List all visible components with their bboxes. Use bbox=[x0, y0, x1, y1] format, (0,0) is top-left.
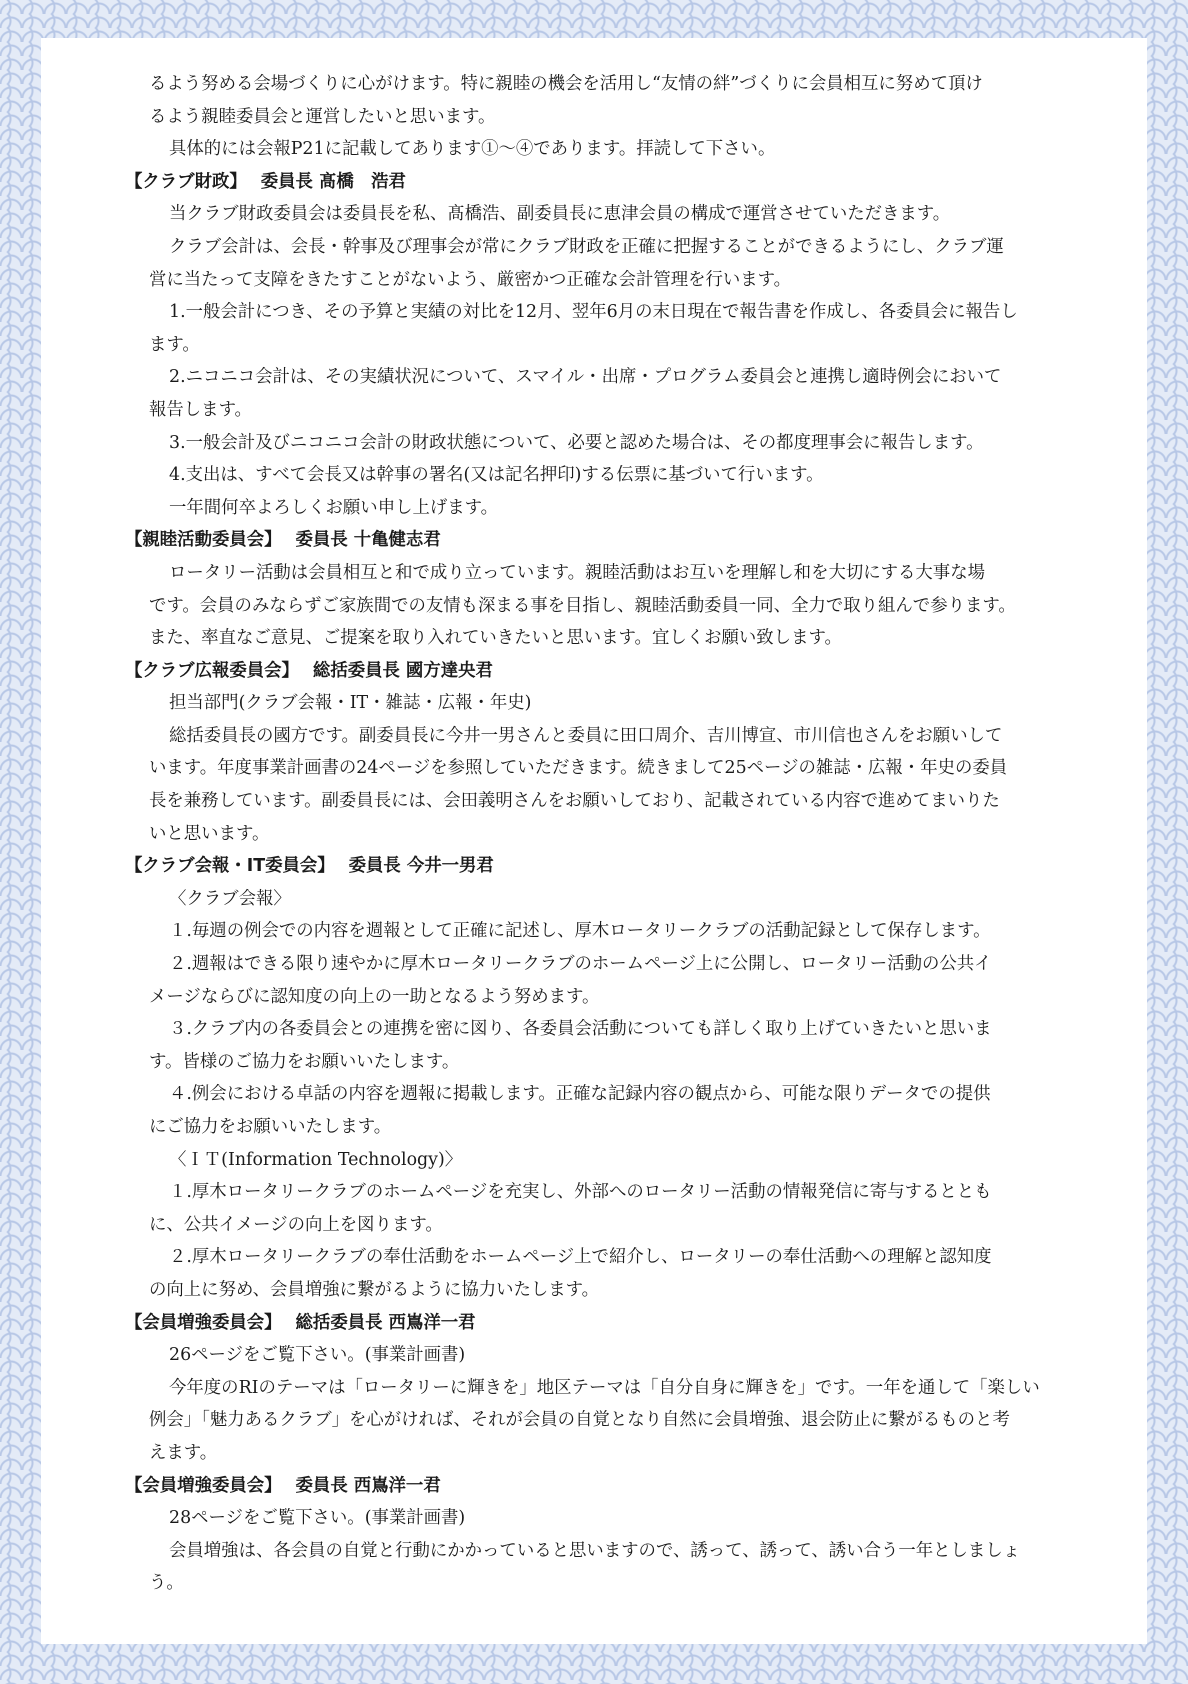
body-line: いと思います。 bbox=[149, 823, 270, 844]
body-line: う。 bbox=[149, 1573, 184, 1594]
document-page bbox=[41, 38, 1147, 1644]
body-line: 今年度のRIのテーマは「ロータリーに輝きを」地区テーマは「自分自身に輝きを」です。一年を通して「楽しい bbox=[169, 1377, 1040, 1398]
body-line: 〈ＩＴ(Information Technology)〉 bbox=[169, 1149, 463, 1170]
body-line: クラブ会計は、会長・幹事及び理事会が常にクラブ財政を正確に把握することができるようにし、クラブ運 bbox=[169, 236, 1004, 257]
body-line: す。皆様のご協力をお願いいたします。 bbox=[149, 1051, 460, 1072]
section-heading-club-finance bbox=[125, 166, 1077, 199]
body-line: また、率直なご意見、ご提案を取り入れていきたいと思います。宜しくお願い致します。 bbox=[149, 628, 842, 649]
body-line: にご協力をお願いいたします。 bbox=[149, 1117, 392, 1137]
committee-name: 【会員増強委員会】 bbox=[125, 1475, 282, 1496]
body-line: 28ページをご覧下さい。(事業計画書) bbox=[169, 1508, 466, 1529]
body-line: の向上に努め、会員増強に繋がるように協力いたします。 bbox=[149, 1279, 600, 1300]
body-line: 2.ニコニコ会計は、その実績状況について、スマイル・出席・プログラム委員会と連携し適時例会において bbox=[169, 367, 1002, 388]
body-line: るよう努める会場づくりに心がけます。特に親睦の機会を活用し“友情の絆”づくりに会員相互に努めて頂け bbox=[149, 74, 983, 94]
body-line: 報告します。 bbox=[149, 399, 252, 420]
body-line: ２.厚木ロータリークラブの奉仕活動をホームページ上で紹介し、ロータリーの奉仕活動への理解と認知度 bbox=[169, 1247, 992, 1268]
body-line: 一年間何卒よろしくお願い申し上げます。 bbox=[169, 497, 499, 518]
chair-name: 委員長 西嶌洋一君 bbox=[295, 1475, 441, 1496]
body-line: 具体的には会報P21に記載してあります①〜④であります。拝読して下さい。 bbox=[169, 139, 776, 160]
body-line: ３.クラブ内の各委員会との連携を密に図り、各委員会活動についても詳しく取り上げていきたいと思いま bbox=[169, 1019, 992, 1040]
body-line: 例会」「魅力あるクラブ」を心がければ、それが会員の自覚となり自然に会員増強、退会防止に繋がるものと考 bbox=[149, 1410, 1010, 1431]
body-line: １.毎週の例会での内容を週報として正確に記述し、厚木ロータリークラブの活動記録として保存します。 bbox=[169, 921, 991, 942]
body-line: 4.支出は、すべて会長又は幹事の署名(又は記名押印)する伝票に基づいて行います。 bbox=[169, 465, 824, 486]
body-line: 営に当たって支障をきたすことがないよう、厳密かつ正確な会計管理を行います。 bbox=[149, 269, 792, 290]
body-line: えます。 bbox=[149, 1442, 218, 1463]
body-line: ます。 bbox=[149, 334, 200, 355]
chair-name: 委員長 今井一男君 bbox=[348, 856, 494, 877]
committee-name: 【クラブ会報・IT委員会】 bbox=[125, 856, 335, 877]
body-line: 1.一般会計につき、その予算と実績の対比を12月、翌年6月の末日現在で報告書を作成し、各委員会に報告し bbox=[169, 302, 1018, 323]
section-heading-membership-general bbox=[125, 1307, 1077, 1340]
body-line: います。年度事業計画書の24ページを参照していただきます。続きまして25ページの雑誌・広報・年史の委員 bbox=[149, 758, 1008, 779]
body-line: 総括委員長の國方です。副委員長に今井一男さんと委員に田口周介、吉川博宣、市川信也さんをお願いして bbox=[169, 725, 1003, 746]
section-heading-public-relations bbox=[125, 655, 1077, 688]
body-line: 26ページをご覧下さい。(事業計画書) bbox=[169, 1345, 466, 1366]
body-line: 〈クラブ会報〉 bbox=[169, 888, 291, 909]
body-line: 担当部門(クラブ会報・IT・雑誌・広報・年史) bbox=[169, 693, 532, 714]
body-line: ロータリー活動は会員相互と和で成り立っています。親睦活動はお互いを理解し和を大切にする大事な場 bbox=[169, 562, 985, 583]
body-line: です。会員のみならずご家族間での友情も深まる事を目指し、親睦活動委員一同、全力で取り組んで参ります。 bbox=[149, 595, 1016, 616]
chair-name: 総括委員長 國方達央君 bbox=[312, 660, 493, 681]
section-heading-bulletin-it bbox=[125, 850, 1077, 883]
section-heading-fellowship bbox=[125, 524, 1077, 557]
chair-name: 総括委員長 西嶌洋一君 bbox=[295, 1312, 476, 1333]
body-line: １.厚木ロータリークラブのホームページを充実し、外部へのロータリー活動の情報発信に寄与するととも bbox=[169, 1182, 992, 1203]
body-line: 3.一般会計及びニコニコ会計の財政状態について、必要と認めた場合は、その都度理事会に報告します。 bbox=[169, 432, 984, 453]
body-line: に、公共イメージの向上を図ります。 bbox=[149, 1214, 443, 1235]
committee-name: 【クラブ財政】 bbox=[125, 171, 247, 192]
body-line: 会員増強は、各会員の自覚と行動にかかっていると思いますので、誘って、誘って、誘い合う一年としましょ bbox=[169, 1540, 1021, 1561]
body-line: ２.週報はできる限り速やかに厚木ロータリークラブのホームページ上に公開し、ロータリー活動の公共イ bbox=[169, 954, 992, 975]
body-line: メージならびに認知度の向上の一助となるよう努めます。 bbox=[149, 986, 600, 1007]
chair-name: 委員長 髙橋 浩君 bbox=[260, 171, 406, 192]
committee-name: 【クラブ広報委員会】 bbox=[125, 660, 299, 681]
body-line: 長を兼務しています。副委員長には、会田義明さんをお願いしており、記載されている内容で進めてまいりた bbox=[149, 791, 1000, 812]
chair-name: 委員長 十亀健志君 bbox=[295, 530, 441, 551]
committee-name: 【会員増強委員会】 bbox=[125, 1312, 282, 1333]
committee-name: 【親睦活動委員会】 bbox=[125, 530, 282, 551]
section-heading-membership bbox=[125, 1470, 1077, 1503]
body-line: 当クラブ財政委員会は委員長を私、髙橋浩、副委員長に恵津会員の構成で運営させていただきます。 bbox=[169, 204, 951, 225]
body-line: るよう親睦委員会と運営したいと思います。 bbox=[149, 106, 496, 127]
body-line: ４.例会における卓話の内容を週報に掲載します。正確な記録内容の観点から、可能な限りデータでの提供 bbox=[169, 1084, 991, 1105]
